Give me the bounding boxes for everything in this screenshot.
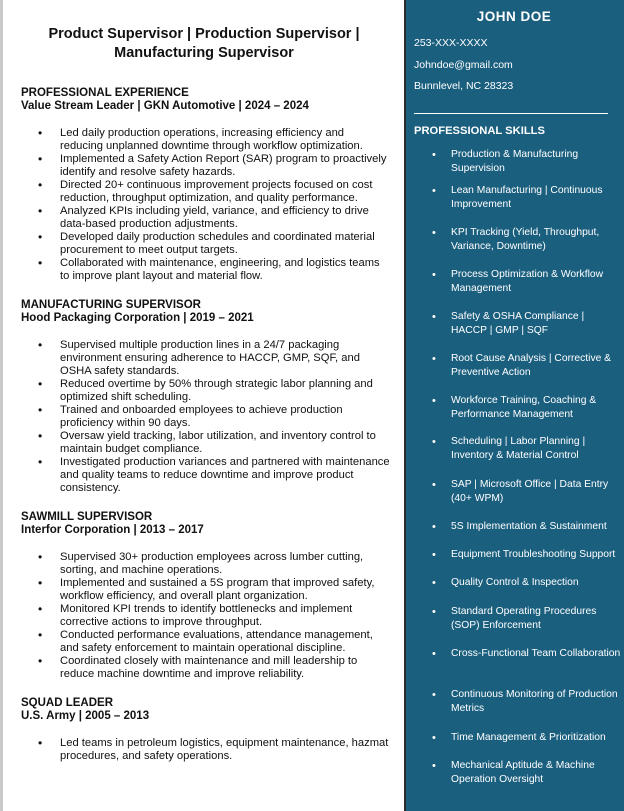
list-item: • Supervised multiple production lines in a 24/7 packaging environment ensuring adherence to HACCP, GMP, SQF, and OSHA safety standards. <box>60 339 390 378</box>
skill-item: • Workforce Training, Coaching & Performance Management <box>451 394 621 422</box>
contact-email: Johndoe@gmail.com <box>414 59 513 71</box>
list-item: • Supervised 30+ production employees across lumber cutting, sorting, and machine operations. <box>60 551 390 577</box>
list-item: • Conducted performance evaluations, attendance management, and safety enforcement to maintain operational discipline. <box>60 629 390 655</box>
sidebar-divider <box>414 113 608 114</box>
skill-item: • KPI Tracking (Yield, Throughput, Variance, Downtime) <box>451 226 621 254</box>
skill-item: • 5S Implementation & Sustainment <box>451 520 621 534</box>
job-bullets-2 <box>24 551 390 681</box>
job-role-1: Hood Packaging Corporation | 2019 – 2021 <box>21 312 254 324</box>
list-item: • Oversaw yield tracking, labor utilization, and inventory control to maintain budget compliance. <box>60 430 390 456</box>
skill-item: • Process Optimization & Workflow Management <box>451 268 621 296</box>
list-item: • Implemented and sustained a 5S program that improved safety, workflow efficiency, and overall plant organization. <box>60 577 390 603</box>
skill-item: • Scheduling | Labor Planning | Inventory & Material Control <box>451 435 621 463</box>
list-item: • Trained and onboarded employees to achieve production proficiency within 90 days. <box>60 404 390 430</box>
list-item: • Led teams in petroleum logistics, equipment maintenance, hazmat procedures, and safety operations. <box>60 737 390 763</box>
resume-title: Product Supervisor | Production Supervisor | Manufacturing Supervisor <box>48 26 360 61</box>
job-bullets-1 <box>24 339 390 495</box>
list-item: • Coordinated closely with maintenance and mill leadership to reduce machine downtime and improve reliability. <box>60 655 390 681</box>
job-role-0: Value Stream Leader | GKN Automotive | 2024 – 2024 <box>21 100 309 112</box>
skill-item: • SAP | Microsoft Office | Data Entry (40+ WPM) <box>451 478 621 506</box>
list-item: • Monitored KPI trends to identify bottlenecks and implement corrective actions to improve throughput. <box>60 603 390 629</box>
contact-location: Bunnlevel, NC 28323 <box>414 80 514 92</box>
skills-heading: PROFESSIONAL SKILLS <box>414 125 545 137</box>
job-heading-3: SQUAD LEADER <box>21 697 114 709</box>
job-bullets-0 <box>24 127 390 283</box>
candidate-name: JOHN DOE <box>476 9 552 24</box>
skill-item: • Production & Manufacturing Supervision <box>451 148 621 176</box>
job-heading-2: SAWMILL SUPERVISOR <box>21 511 153 523</box>
job-role-3: U.S. Army | 2005 – 2013 <box>21 710 150 722</box>
job-heading-1: MANUFACTURING SUPERVISOR <box>21 299 201 311</box>
skill-item: • Quality Control & Inspection <box>451 576 621 590</box>
contact-phone: 253-XXX-XXXX <box>414 37 488 49</box>
list-item: • Developed daily production schedules and coordinated material procurement to meet output targets. <box>60 231 390 257</box>
list-item: • Led daily production operations, increasing efficiency and reducing unplanned downtime through workflow optimization. <box>60 127 390 153</box>
skill-item: • Equipment Troubleshooting Support <box>451 548 621 562</box>
skill-item: • Continuous Monitoring of Production Metrics <box>451 688 621 716</box>
skill-item: • Safety & OSHA Compliance | HACCP | GMP | SQF <box>451 310 621 338</box>
skill-item: • Mechanical Aptitude & Machine Operation Oversight <box>451 759 621 787</box>
skill-item: • Standard Operating Procedures (SOP) Enforcement <box>451 605 621 633</box>
list-item: • Implemented a Safety Action Report (SAR) program to proactively identify and resolve safety hazards. <box>60 153 390 179</box>
skill-item: • Root Cause Analysis | Corrective & Preventive Action <box>451 352 621 380</box>
list-item: • Collaborated with maintenance, engineering, and logistics teams to improve plant layout and material flow. <box>60 257 390 283</box>
list-item: • Reduced overtime by 50% through strategic labor planning and optimized shift scheduling. <box>60 378 390 404</box>
job-role-2: Interfor Corporation | 2013 – 2017 <box>21 524 204 536</box>
skill-item: • Time Management & Prioritization <box>451 731 621 745</box>
job-bullets-3 <box>24 737 390 763</box>
section-heading-experience: PROFESSIONAL EXPERIENCE <box>21 87 189 99</box>
list-item: • Analyzed KPIs including yield, variance, and efficiency to drive data-based production adjustments. <box>60 205 390 231</box>
skill-item: • Cross-Functional Team Collaboration <box>451 647 621 661</box>
list-item: • Investigated production variances and partnered with maintenance and quality teams to reduce downtime and improve product consistency. <box>60 456 390 495</box>
skill-item: • Lean Manufacturing | Continuous Improvement <box>451 184 621 212</box>
list-item: • Directed 20+ continuous improvement projects focused on cost reduction, throughput optimization, and quality performance. <box>60 179 390 205</box>
